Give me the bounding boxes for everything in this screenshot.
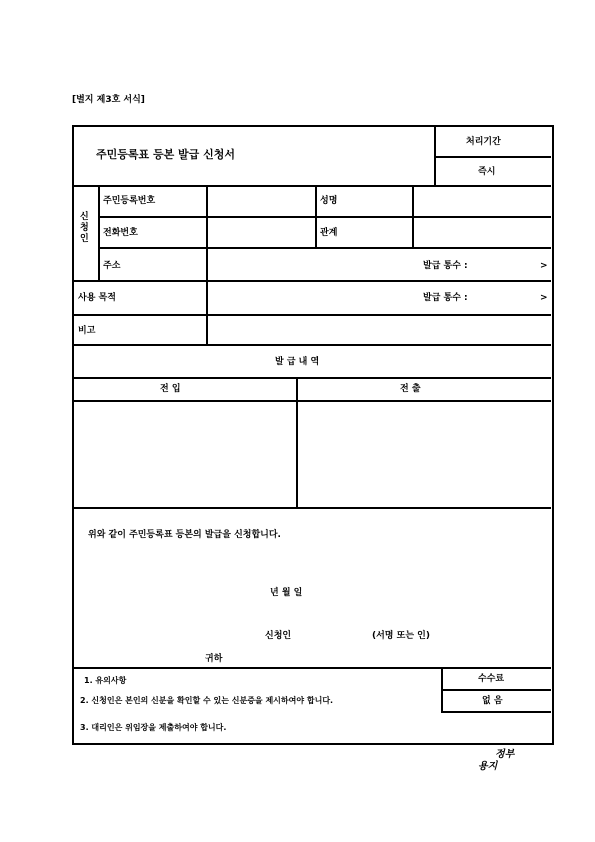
- applicant-side-label: 신청인: [80, 212, 89, 244]
- form-frame: [72, 125, 554, 745]
- resident-no-label: 주민등록번호: [103, 196, 156, 206]
- footnote-1: 1. 유의사항: [84, 676, 127, 685]
- document-title: 주민등록표 등본 발급 신청서: [96, 148, 235, 161]
- phone-label: 전화번호: [103, 228, 138, 238]
- fee-value: 없 음: [482, 696, 503, 706]
- date-line: 년 월 일: [270, 588, 303, 598]
- fee-label: 수수료: [478, 674, 505, 684]
- column-header-right: 전 출: [400, 384, 421, 394]
- row-mark-1: >: [540, 261, 548, 271]
- form-number: [별지 제3호 서식]: [72, 95, 145, 105]
- row-label-purpose: 사용 목적: [78, 293, 116, 303]
- row-label-remarks: 비고: [78, 326, 96, 336]
- row-right-label-1: 발급 통수 :: [423, 261, 468, 271]
- processing-period-label: 처리기간: [466, 137, 501, 147]
- name-label: 성명: [320, 196, 338, 206]
- recipient-text: 귀하: [205, 654, 223, 664]
- section-header: 발 급 내 역: [275, 357, 320, 367]
- statement-text: 위와 같이 주민등록표 등본의 발급을 신청합니다.: [88, 530, 281, 540]
- address-label: 주소: [103, 261, 121, 271]
- signature-right: (서명 또는 인): [372, 631, 430, 641]
- footnote-3: 3. 대리인은 위임장을 제출하여야 합니다.: [80, 723, 227, 732]
- processing-period-value: 즉시: [478, 167, 496, 177]
- stamp-line1: 정부: [495, 749, 515, 760]
- row-mark-2: >: [540, 293, 548, 303]
- column-header-left: 전 입: [160, 384, 181, 394]
- row-right-label-2: 발급 통수 :: [423, 293, 468, 303]
- footnote-2: 2. 신청인은 본인의 신분을 확인할 수 있는 신분증을 제시하여야 합니다.: [80, 696, 334, 705]
- stamp-line2: 용지: [478, 761, 498, 772]
- relation-label: 관계: [320, 228, 338, 238]
- signature-left: 신청인: [265, 631, 292, 641]
